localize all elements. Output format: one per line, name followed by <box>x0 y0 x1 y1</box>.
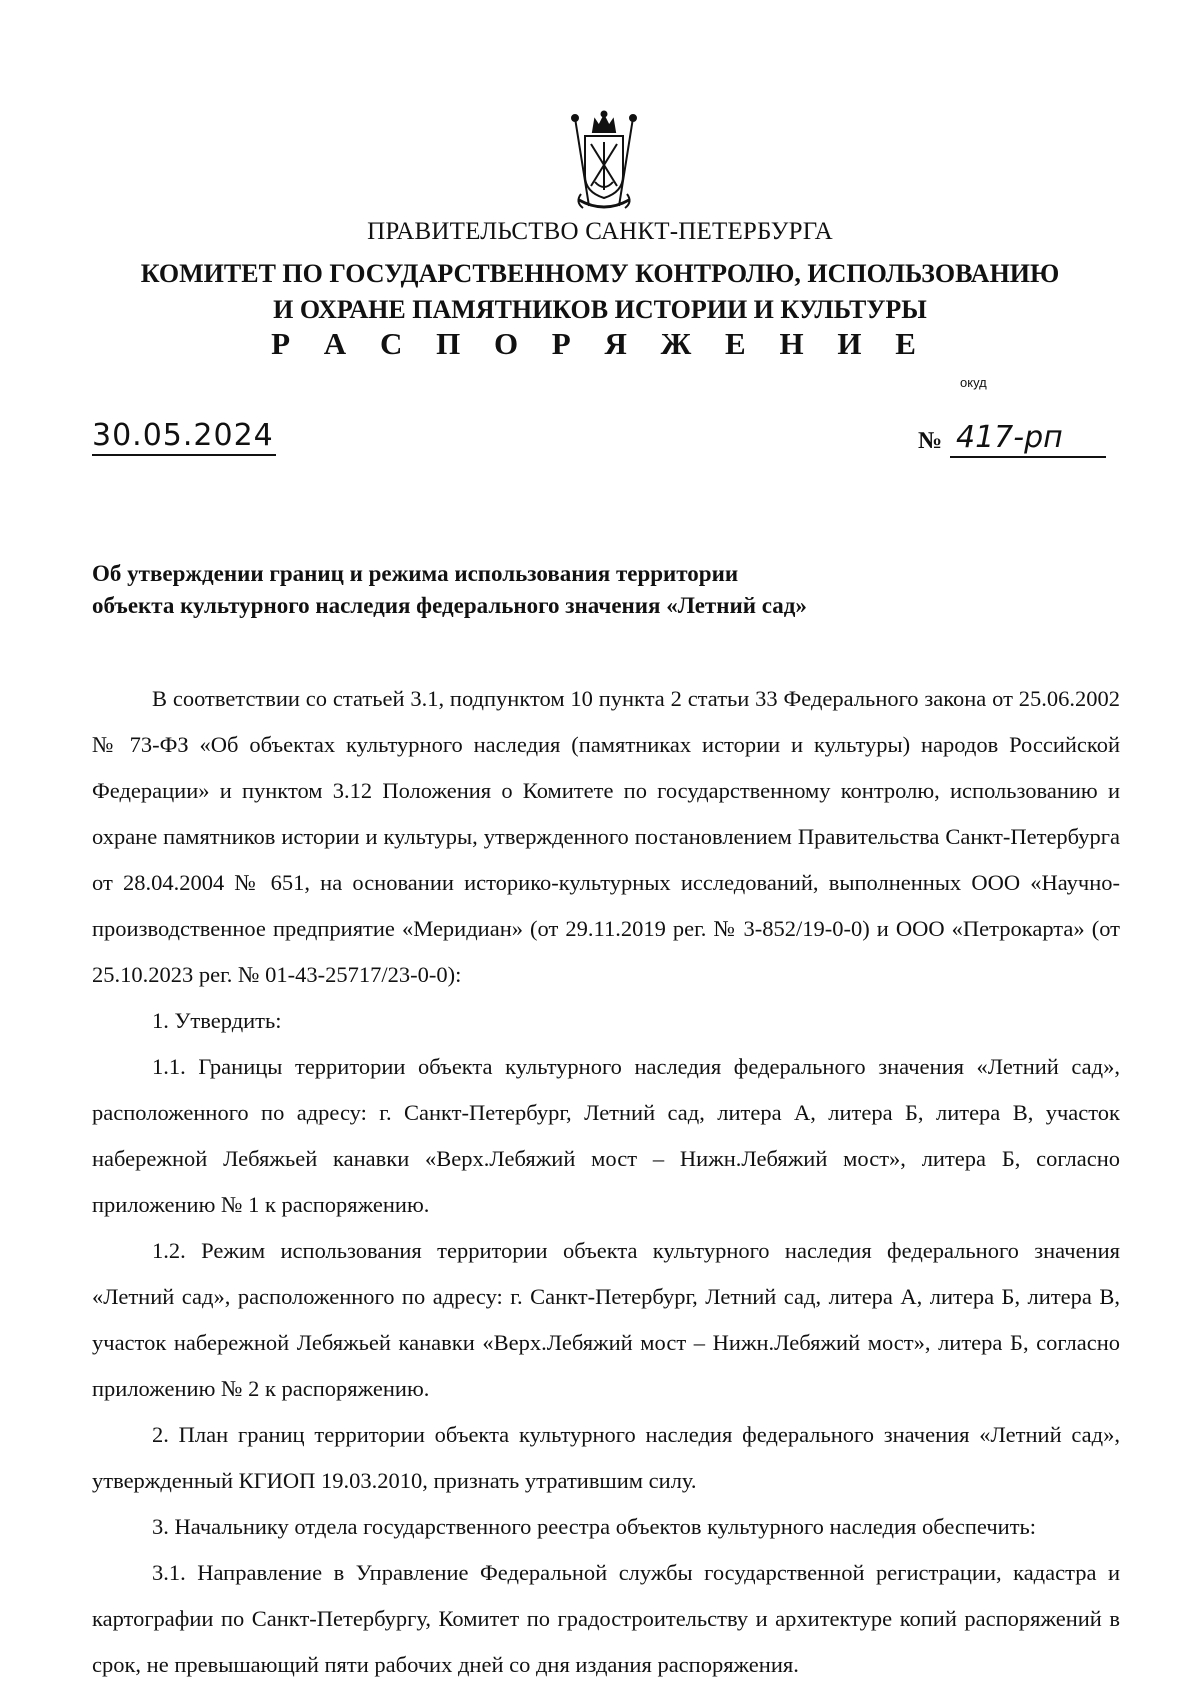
clause-1-1: 1.1. Границы территории объекта культурного наследия федерального значения «Летний сад», расположенного по адресу: г. Санкт-Петербург, Летний сад, литера А, литера Б, литера В, участок набережной Лебяжьей канавки «Верх.Лебяжий мост – Нижн.Лебяжий мост», литера Б, согласно приложению № 1 к распоряжению. <box>92 1054 1120 1217</box>
clause-1-2: 1.2. Режим использования территории объекта культурного наследия федерального значения «Летний сад», расположенного по адресу: г. Санкт-Петербург, Летний сад, литера А, литера Б, литера В, участок набережной Лебяжьей канавки «Верх.Лебяжий мост – Нижн.Лебяжий мост», литера Б, согласно приложению № 2 к распоряжению. <box>92 1238 1120 1401</box>
coat-of-arms-icon <box>565 110 643 214</box>
government-name: ПРАВИТЕЛЬСТВО САНКТ-ПЕТЕРБУРГА <box>367 218 833 245</box>
okud-label: окуд <box>960 375 987 390</box>
document-type: Р А С П О Р Я Ж Е Н И Е <box>271 326 929 361</box>
document-body <box>92 676 1120 1688</box>
document-number: 417-рп <box>950 420 1106 458</box>
committee-name-line1: КОМИТЕТ ПО ГОСУДАРСТВЕННОМУ КОНТРОЛЮ, ИСПОЛЬЗОВАНИЮ <box>140 259 1060 288</box>
clause-3-1: 3.1. Направление в Управление Федеральной службы государственной регистрации, кадастра и картографии по Санкт-Петербургу, Комитет по градостроительству и архитектуре копий распоряжений в срок, не превышающий пяти рабочих дней со дня издания распоряжения. <box>92 1560 1120 1677</box>
document-date: 30.05.2024 <box>92 418 276 456</box>
clause-3: 3. Начальнику отдела государственного реестра объектов культурного наследия обеспечить: <box>152 1514 1037 1539</box>
clause-1: 1. Утвердить: <box>152 1008 282 1033</box>
number-sign: № <box>918 428 943 454</box>
preamble-paragraph: В соответствии со статьей 3.1, подпунктом 10 пункта 2 статьи 33 Федерального закона от 25.06.2002 № 73-ФЗ «Об объектах культурного наследия (памятниках истории и культуры) народов Российской Федерации» и пунктом 3.12 Положения о Комитете по государственному контролю, использованию и охране памятников истории и культуры, утвержденного постановлением Правительства Санкт-Петербурга от 28.04.2004 № 651, на основании историко-культурных исследований, выполненных ООО «Научно-производственное предприятие «Меридиан» (от 29.11.2019 рег. № 3-852/19-0-0) и ООО «Петрокарта» (от 25.10.2023 рег. № 01-43-25717/23-0-0): <box>92 686 1120 987</box>
subject-line2: объекта культурного наследия федерального значения «Летний сад» <box>92 593 807 618</box>
committee-name-line2: И ОХРАНЕ ПАМЯТНИКОВ ИСТОРИИ И КУЛЬТУРЫ <box>273 295 927 324</box>
clause-2: 2. План границ территории объекта культурного наследия федерального значения «Летний сад», утвержденный КГИОП 19.03.2010, признать утратившим силу. <box>92 1422 1120 1493</box>
document-subject <box>92 558 912 622</box>
committee-name <box>0 256 1200 328</box>
subject-line1: Об утверждении границ и режима использования территории <box>92 561 739 586</box>
